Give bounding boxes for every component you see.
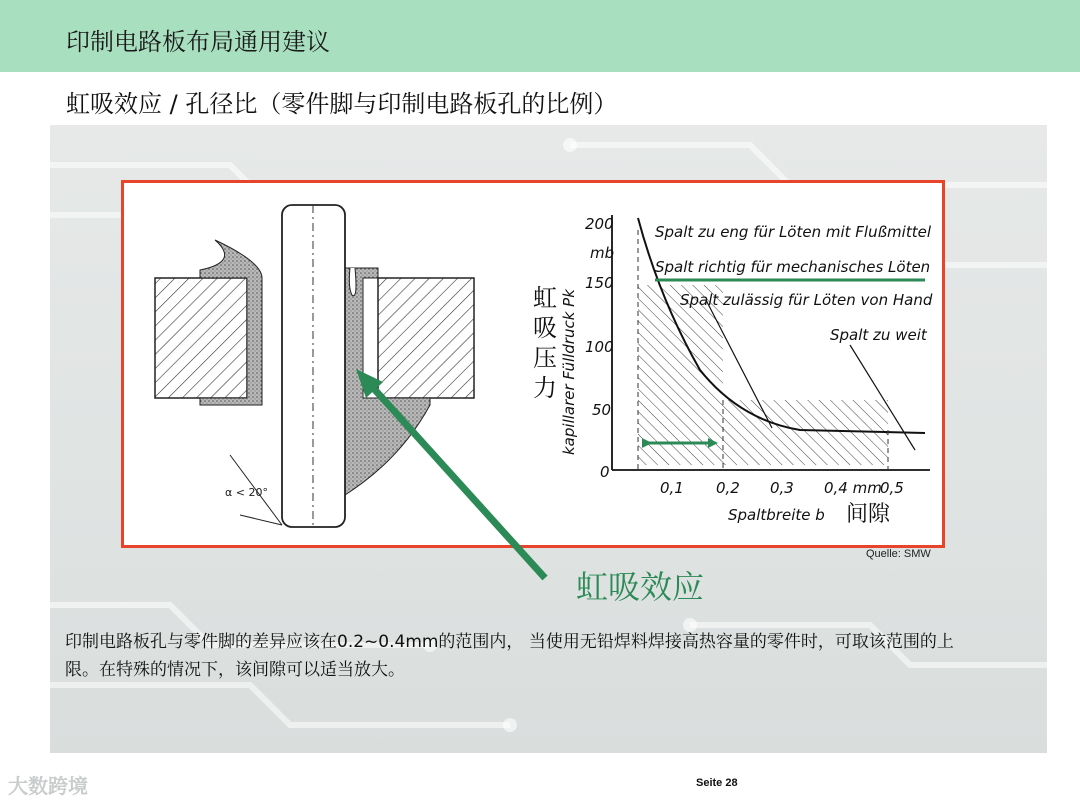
annotation-too-narrow: Spalt zu eng für Löten mit Flußmittel: [655, 223, 931, 241]
alpha-angle-label: α < 20°: [225, 486, 268, 499]
slide-subtitle: 虹吸效应 / 孔径比（零件脚与印制电路板孔的比例）: [66, 90, 618, 118]
y-tick: 150: [585, 274, 614, 292]
x-tick: 0,3: [770, 479, 794, 497]
y-tick: 50: [592, 401, 612, 419]
annotation-too-wide: Spalt zu weit: [830, 326, 927, 344]
annotation-permissible: Spalt zulässig für Löten von Hand: [680, 291, 933, 309]
slide-title: 印制电路板布局通用建议: [66, 28, 330, 56]
x-axis-label: Spaltbreite b: [728, 506, 825, 524]
pcb-hole-diagram: [155, 205, 474, 527]
x-tick: 0,5: [880, 479, 904, 497]
x-tick: 0,4 mm: [824, 479, 882, 497]
capillary-pressure-chart: [560, 215, 933, 524]
x-tick: 0,1: [660, 479, 684, 497]
footer-logo: 大数跨境: [8, 774, 88, 798]
source-credit: Quelle: SMW: [866, 548, 931, 560]
page-number: Seite 28: [696, 777, 738, 789]
board-left: [155, 278, 247, 398]
siphon-arrow: [366, 380, 545, 578]
y-unit: mb: [590, 244, 615, 262]
siphon-effect-label: 虹吸效应: [576, 568, 705, 606]
board-right: [378, 278, 474, 398]
gap-label: 间隙: [846, 502, 891, 527]
siphon-pressure-label: 虹吸压力: [533, 284, 557, 402]
hatched-zone-narrow: [638, 285, 723, 465]
y-tick: 0: [600, 463, 610, 481]
body-paragraph: 印制电路板孔与零件脚的差异应该在0.2~0.4mm的范围内， 当使用无铅焊料焊接高热容量的零件时，可取该范围的上限。在特殊的情况下，该间隙可以适当放大。: [65, 632, 954, 680]
y-tick: 100: [585, 338, 614, 356]
y-tick: 200: [585, 215, 614, 233]
annotation-correct: Spalt richtig für mechanisches Löten: [655, 258, 931, 276]
y-axis-label: kapillarer Fülldruck Pk: [560, 289, 578, 455]
x-tick: 0,2: [716, 479, 740, 497]
